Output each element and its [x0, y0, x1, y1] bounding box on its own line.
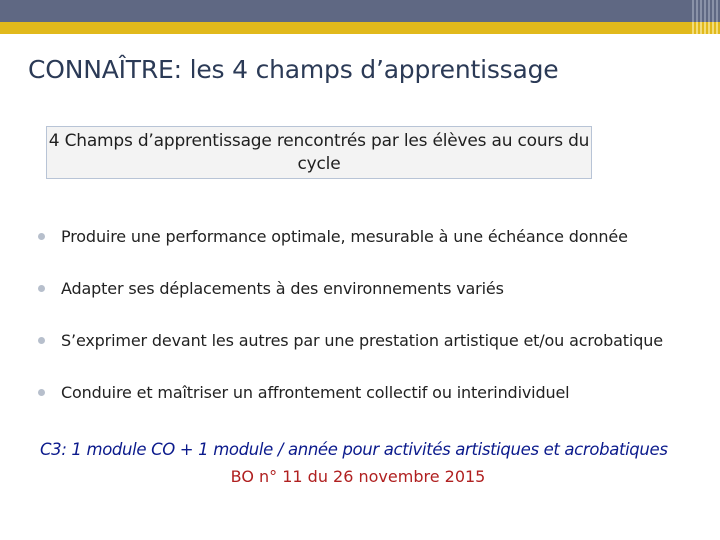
header-bar [0, 0, 720, 22]
bullet-item [38, 276, 698, 300]
bullet-item [38, 224, 698, 248]
bullet-item [38, 328, 698, 352]
bullet-icon [38, 337, 45, 344]
subtitle-box: 4 Champs d’apprentissage rencontrés par les élèves au cours du cycle [46, 126, 592, 179]
bullet-text: Produire une performance optimale, mesurable à une échéance donnée [61, 226, 628, 246]
bullet-icon [38, 233, 45, 240]
reference-note: BO n° 11 du 26 novembre 2015 [230, 467, 486, 486]
c3-note: C3: 1 module CO + 1 module / année pour activités artistiques et acrobatiques [40, 440, 668, 459]
accent-bar-stripes [692, 22, 720, 34]
slide-title: CONNAÎTRE: les 4 champs d’apprentissage [28, 55, 559, 84]
bullet-list [38, 224, 698, 432]
bullet-icon [38, 285, 45, 292]
bullet-icon [38, 389, 45, 396]
bullet-text: S’exprimer devant les autres par une prestation artistique et/ou acrobatique [61, 330, 663, 350]
bullet-item [38, 380, 698, 404]
header-bar-stripes [692, 0, 720, 22]
bullet-text: Conduire et maîtriser un affrontement collectif ou interindividuel [61, 382, 570, 402]
accent-bar [0, 22, 720, 34]
bullet-text: Adapter ses déplacements à des environnements variés [61, 278, 504, 298]
